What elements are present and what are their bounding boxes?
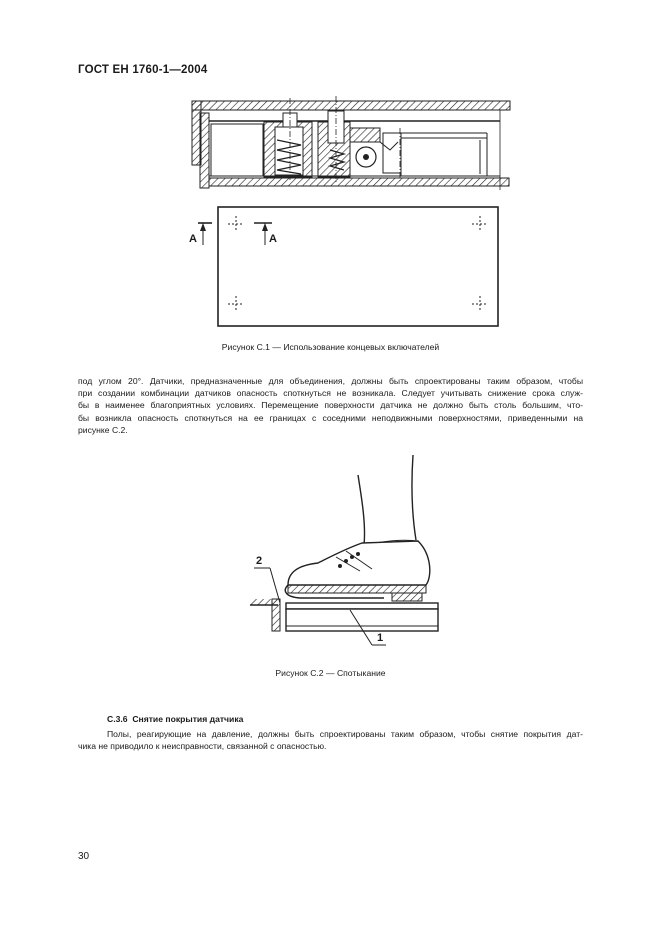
paragraph-line: Полы, реагирующие на давление, должны быть спроектированы таким образом, чтобы снятие покрытия дат- <box>107 729 583 739</box>
document-code-header: ГОСТ ЕН 1760-1—2004 <box>78 64 208 76</box>
figure-c2-stumbling-drawing <box>0 445 661 665</box>
paragraph-line: бы в наименее благоприятных условиях. Перемещение поверхности датчика не должно быть столь большим, что- <box>78 400 583 411</box>
figure-c2-label-2: 2 <box>256 555 263 567</box>
figure-c1-caption: Рисунок С.1 — Использование концевых включателей <box>221 342 440 352</box>
section-heading: С.3.6 Снятие покрытия датчика <box>107 714 244 724</box>
paragraph-line: при создании комбинации датчиков опасность споткнуться не возникала. Следует учитывать снижение срока служ- <box>78 388 583 399</box>
paragraph-line: рисунке С.2. <box>78 424 128 435</box>
figure-c2-caption: Рисунок С.2 — Спотыкание <box>275 668 386 678</box>
page-number: 30 <box>78 851 90 862</box>
section-mark-right: A <box>269 233 277 245</box>
figure-c1-plan-view <box>0 195 661 345</box>
paragraph-line: чика не приводило к неисправности, связанной с опасностью. <box>78 741 327 752</box>
paragraph-line: бы возникла опасность споткнуться на ее границах с соседними неподвижными поверхностями, приведенными на <box>78 412 583 423</box>
body-paragraph <box>78 375 583 436</box>
section-mark-left: A <box>189 233 197 245</box>
figure-c1-section-drawing <box>0 0 661 200</box>
figure-c2-label-1: 1 <box>377 632 384 644</box>
paragraph-line: под углом 20°. Датчики, предназначенные для объединения, должны быть спроектированы таким образом, чтобы <box>78 376 583 386</box>
section-paragraph <box>78 728 583 752</box>
